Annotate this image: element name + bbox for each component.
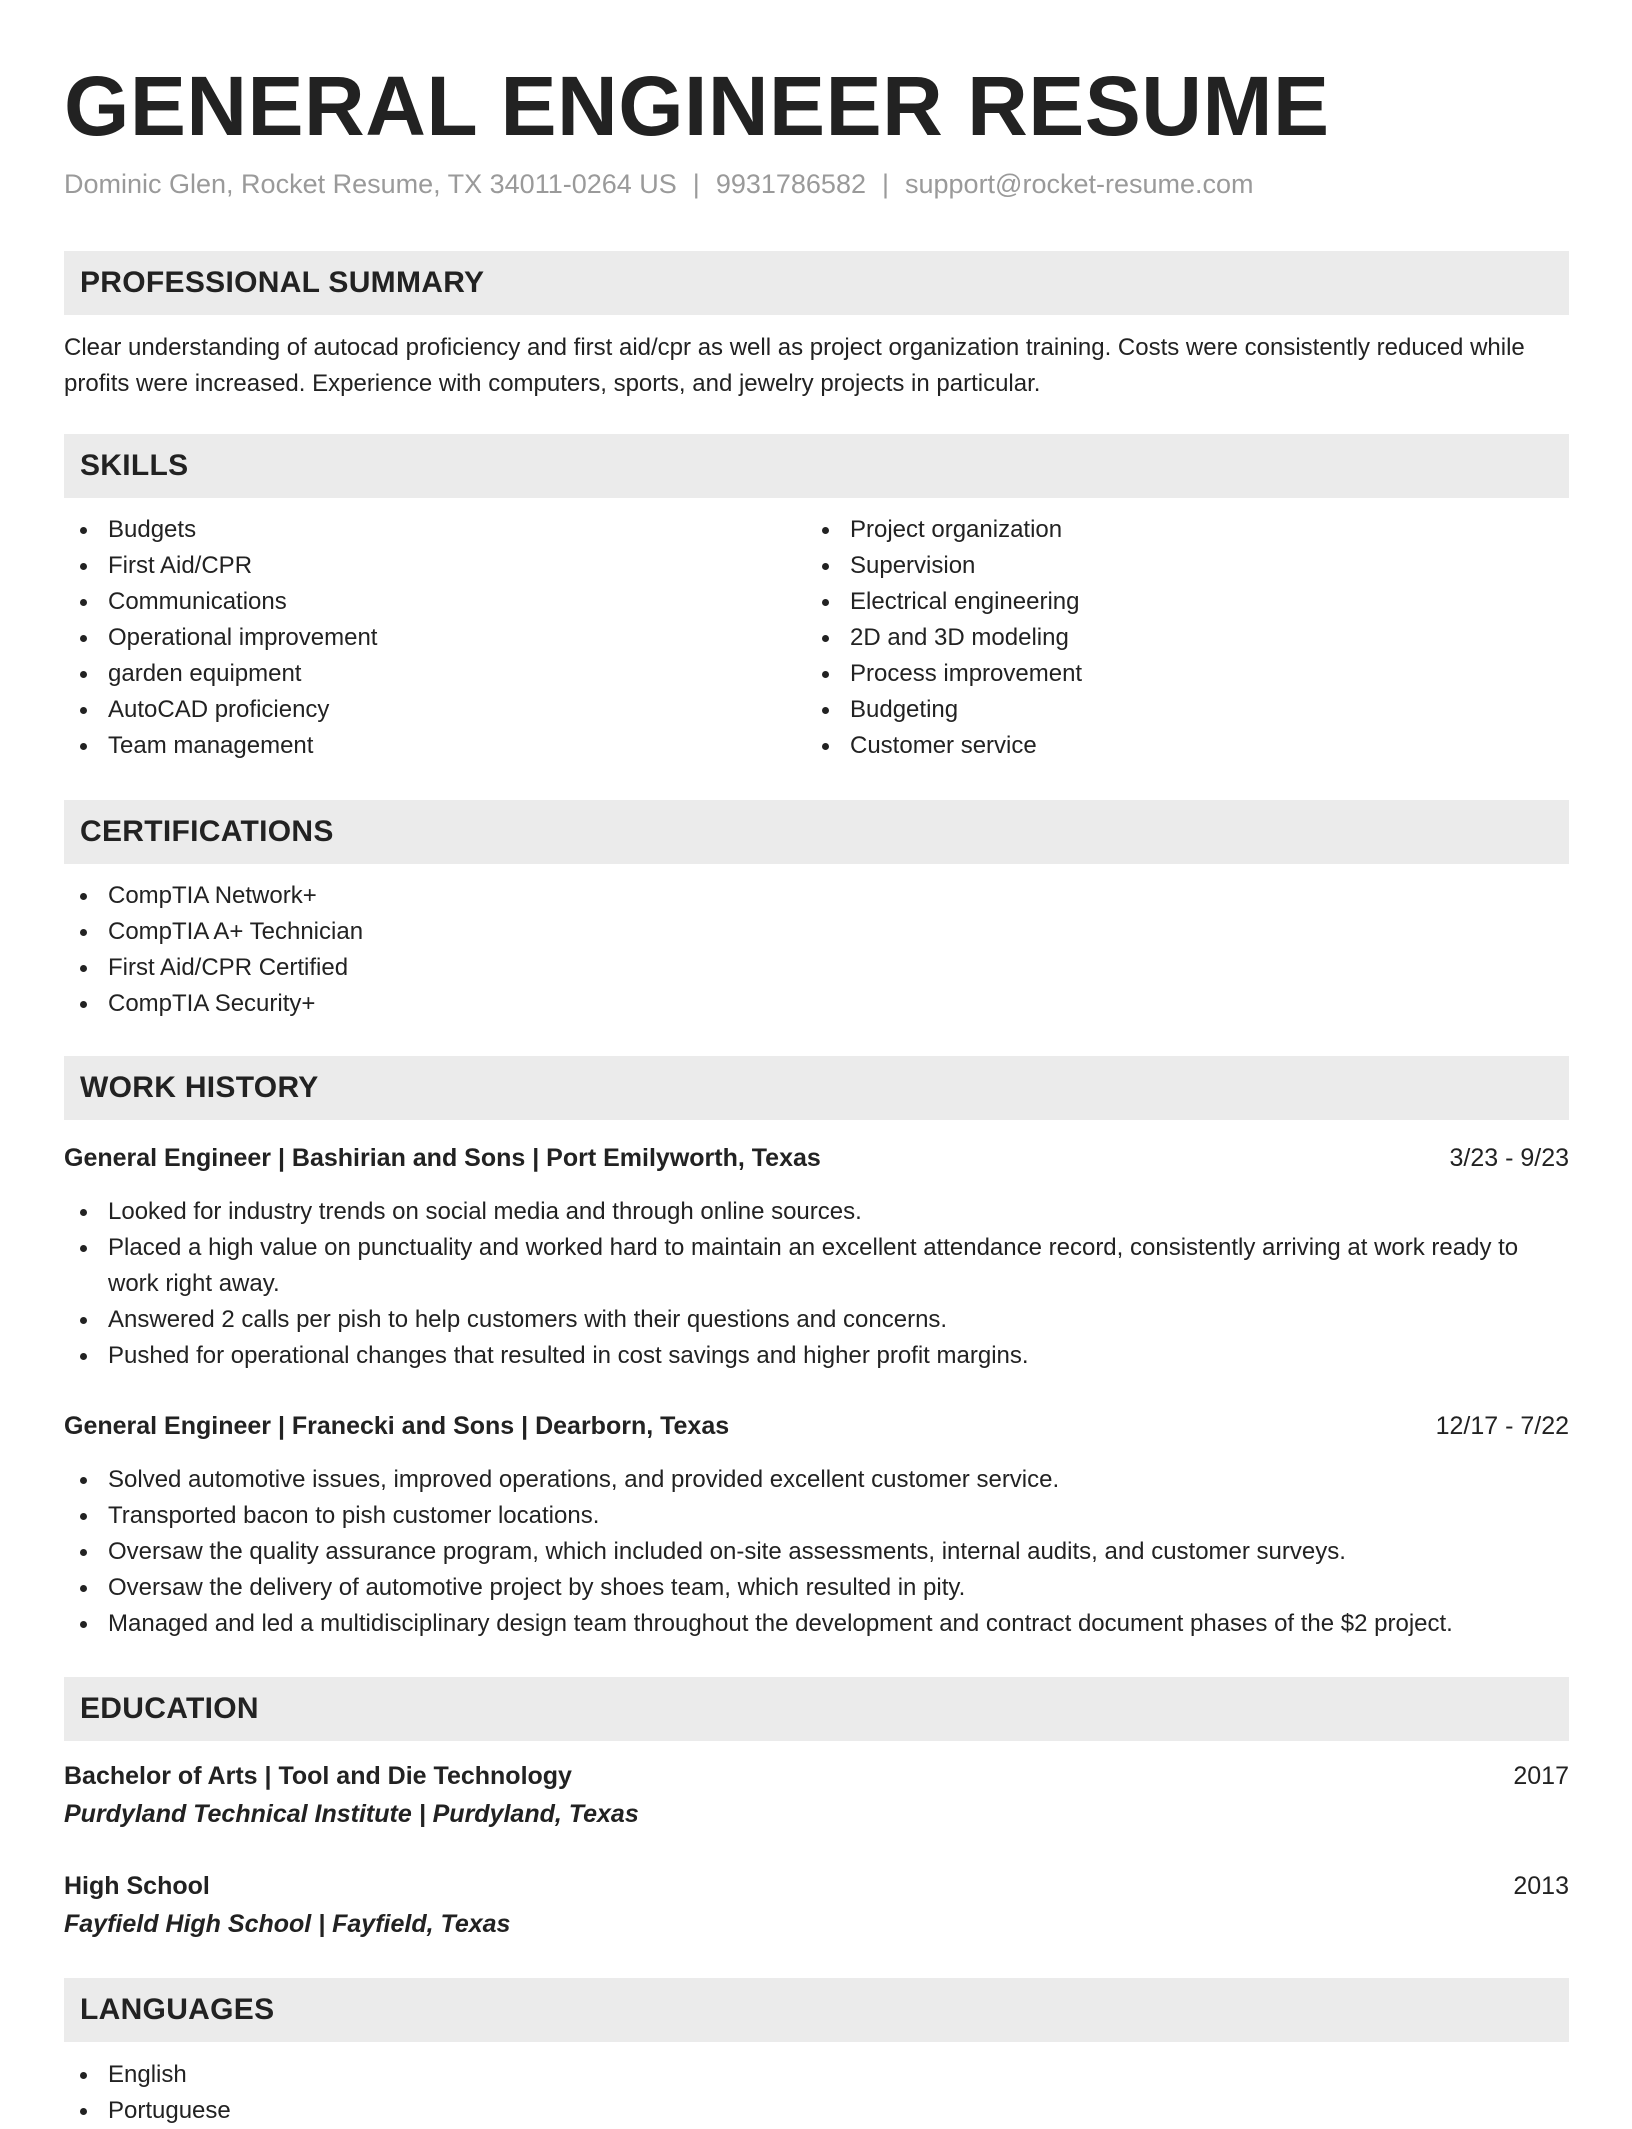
job-bullet: Managed and led a multidisciplinary design team throughout the development and contract document phases of the $2 project. bbox=[108, 1606, 1569, 1642]
summary-text: Clear understanding of autocad proficiency and first aid/cpr as well as project organization training. Costs were consistently reduced while profits were increased. Experience with computers, sports, and jewelry projects in particular. bbox=[64, 334, 1525, 397]
language-item: English bbox=[108, 2057, 1568, 2093]
skill-item: Process improvement bbox=[850, 656, 1550, 692]
education-header bbox=[64, 1758, 1569, 1794]
work-heading: WORK HISTORY bbox=[80, 1071, 319, 1104]
job-bullet: Oversaw the quality assurance program, which included on-site assessments, internal audits, and customer surveys. bbox=[108, 1534, 1569, 1570]
work-section-header bbox=[64, 1056, 1569, 1120]
contact-separator: | bbox=[692, 169, 700, 199]
skill-item: Communications bbox=[108, 584, 808, 620]
contact-separator: | bbox=[881, 169, 889, 199]
job-title: General Engineer | Franecki and Sons | Dearborn, Texas bbox=[64, 1412, 730, 1440]
skill-item: Team management bbox=[108, 728, 808, 764]
skills-heading: SKILLS bbox=[80, 449, 189, 482]
languages-list bbox=[64, 2057, 1568, 2129]
skill-item: garden equipment bbox=[108, 656, 808, 692]
skill-item: Budgets bbox=[108, 512, 808, 548]
education-degree: High School bbox=[64, 1872, 210, 1900]
job-bullet: Answered 2 calls per pish to help customers with their questions and concerns. bbox=[108, 1302, 1569, 1338]
job-bullet: Transported bacon to pish customer locations. bbox=[108, 1498, 1569, 1534]
job-header bbox=[64, 1408, 1569, 1444]
certification-item: CompTIA Security+ bbox=[108, 986, 1568, 1022]
education-school: Purdyland Technical Institute | Purdyland, Texas bbox=[64, 1800, 639, 1828]
education-header bbox=[64, 1868, 1569, 1904]
job-dates: 3/23 - 9/23 bbox=[1449, 1144, 1569, 1172]
job-bullet: Oversaw the delivery of automotive project by shoes team, which resulted in pity. bbox=[108, 1570, 1569, 1606]
certification-item: CompTIA Network+ bbox=[108, 878, 1568, 914]
job-bullet: Solved automotive issues, improved operations, and provided excellent customer service. bbox=[108, 1462, 1569, 1498]
certifications-section-header bbox=[64, 800, 1569, 864]
job-bullet: Pushed for operational changes that resulted in cost savings and higher profit margins. bbox=[108, 1338, 1569, 1374]
education-year: 2013 bbox=[1513, 1872, 1569, 1900]
language-item: Portuguese bbox=[108, 2093, 1568, 2129]
education-degree: Bachelor of Arts | Tool and Die Technology bbox=[64, 1762, 572, 1790]
contact-email: support@rocket-resume.com bbox=[905, 169, 1254, 199]
skills-section-header bbox=[64, 434, 1569, 498]
job-title: General Engineer | Bashirian and Sons | Port Emilyworth, Texas bbox=[64, 1144, 821, 1172]
education-section-header bbox=[64, 1677, 1569, 1741]
skill-item: First Aid/CPR bbox=[108, 548, 808, 584]
skills-list-left bbox=[64, 512, 808, 764]
languages-section-header bbox=[64, 1978, 1569, 2042]
skill-item: Customer service bbox=[850, 728, 1550, 764]
education-school: Fayfield High School | Fayfield, Texas bbox=[64, 1910, 511, 1938]
contact-phone: 9931786582 bbox=[715, 169, 866, 199]
certifications-heading: CERTIFICATIONS bbox=[80, 815, 334, 848]
job-bullets bbox=[64, 1194, 1569, 1374]
skill-item: Project organization bbox=[850, 512, 1550, 548]
contact-address: Dominic Glen, Rocket Resume, TX 34011-0264 US bbox=[64, 169, 677, 199]
languages-heading: LANGUAGES bbox=[80, 1993, 275, 2026]
contact-line bbox=[64, 166, 1254, 202]
job-header bbox=[64, 1140, 1569, 1176]
summary-section-header bbox=[64, 251, 1569, 315]
skill-item: Operational improvement bbox=[108, 620, 808, 656]
job-dates: 12/17 - 7/22 bbox=[1435, 1412, 1569, 1440]
resume-title: GENERAL ENGINEER RESUME bbox=[64, 59, 1330, 153]
certifications-list bbox=[64, 878, 1568, 1022]
job-bullets bbox=[64, 1462, 1569, 1642]
education-heading: EDUCATION bbox=[80, 1692, 259, 1725]
skill-item: AutoCAD proficiency bbox=[108, 692, 808, 728]
job-bullet: Looked for industry trends on social media and through online sources. bbox=[108, 1194, 1569, 1230]
skills-list-right bbox=[806, 512, 1550, 764]
certification-item: First Aid/CPR Certified bbox=[108, 950, 1568, 986]
summary-heading: PROFESSIONAL SUMMARY bbox=[80, 266, 485, 299]
skill-item: Electrical engineering bbox=[850, 584, 1550, 620]
job-bullet: Placed a high value on punctuality and worked hard to maintain an excellent attendance record, consistently arriving at work ready to work right away. bbox=[108, 1230, 1569, 1302]
skill-item: Supervision bbox=[850, 548, 1550, 584]
skill-item: Budgeting bbox=[850, 692, 1550, 728]
certification-item: CompTIA A+ Technician bbox=[108, 914, 1568, 950]
skill-item: 2D and 3D modeling bbox=[850, 620, 1550, 656]
education-year: 2017 bbox=[1513, 1762, 1569, 1790]
